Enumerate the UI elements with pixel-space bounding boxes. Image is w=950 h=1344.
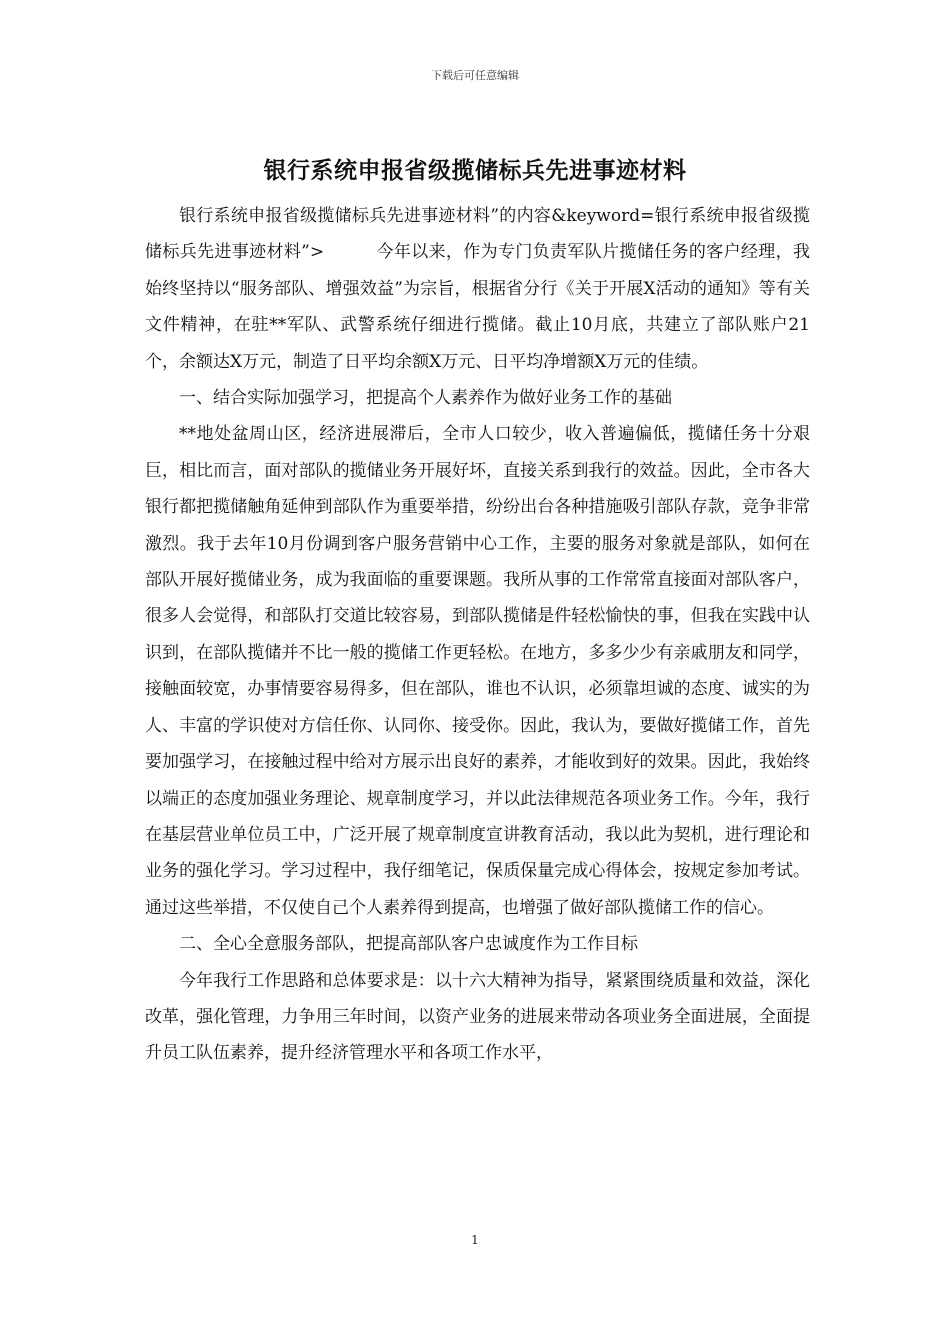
document-title: 银行系统申报省级揽储标兵先进事迹材料 — [263, 158, 687, 184]
page-number: 1 — [471, 1233, 479, 1247]
paragraph-intro: 银行系统申报省级揽储标兵先进事迹材料”的内容&keyword=银行系统申报省级揽储标兵先进事迹材料”> 今年以来，作为专门负责军队片揽储任务的客户经理，我始终坚持以“服务部队、增强效益”为宗旨，根据省分行《关于开展X活动的通知》等有关文件精神，在驻**军队、武警系统仔细进行揽储。截止10月底，共建立了部队账户21个，余额达X万元，制造了日平均余额X万元、日平均净增额X万元的佳绩。 — [145, 206, 810, 372]
paragraph-section-2: 今年我行工作思路和总体要求是：以十六大精神为指导，紧紧围绕质量和效益，深化改革，强化管理，力争用三年时间，以资产业务的进展来带动各项业务全面进展，全面提升员工队伍素养，提升经济管理水平和各项工作水平， — [145, 970, 810, 1064]
document-body — [145, 198, 810, 1072]
header-note: 下载后可任意编辑 — [431, 69, 519, 82]
section-heading-1: 一、结合实际加强学习，把提高个人素养作为做好业务工作的基础 — [179, 388, 672, 409]
section-heading-2: 二、全心全意服务部队，把提高部队客户忠诚度作为工作目标 — [179, 934, 638, 955]
paragraph-section-1: **地处盆周山区，经济进展滞后，全市人口较少，收入普遍偏低，揽储任务十分艰巨，相比而言，面对部队的揽储业务开展好坏，直接关系到我行的效益。因此，全市各大银行都把揽储触角延伸到部队作为重要举措，纷纷出台各种措施吸引部队存款，竞争非常激烈。我于去年10月份调到客户服务营销中心工作，主要的服务对象就是部队，如何在部队开展好揽储业务，成为我面临的重要课题。我所从事的工作常常直接面对部队客户，很多人会觉得，和部队打交道比较容易，到部队揽储是件轻松愉快的事，但我在实践中认识到，在部队揽储并不比一般的揽储工作更轻松。在地方，多多少少有亲戚朋友和同学，接触面较宽，办事情要容易得多，但在部队，谁也不认识，必须靠坦诚的态度、诚实的为人、丰富的学识使对方信任你、认同你、接受你。因此，我认为，要做好揽储工作，首先要加强学习，在接触过程中给对方展示出良好的素养，才能收到好的效果。因此，我始终以端正的态度加强业务理论、规章制度学习，并以此法律规范各项业务工作。今年，我行在基层营业单位员工中，广泛开展了规章制度宣讲教育活动，我以此为契机，进行理论和业务的强化学习。学习过程中，我仔细笔记，保质保量完成心得体会，按规定参加考试。通过这些举措，不仅使自己个人素养得到提高，也增强了做好部队揽储工作的信心。 — [145, 424, 810, 918]
